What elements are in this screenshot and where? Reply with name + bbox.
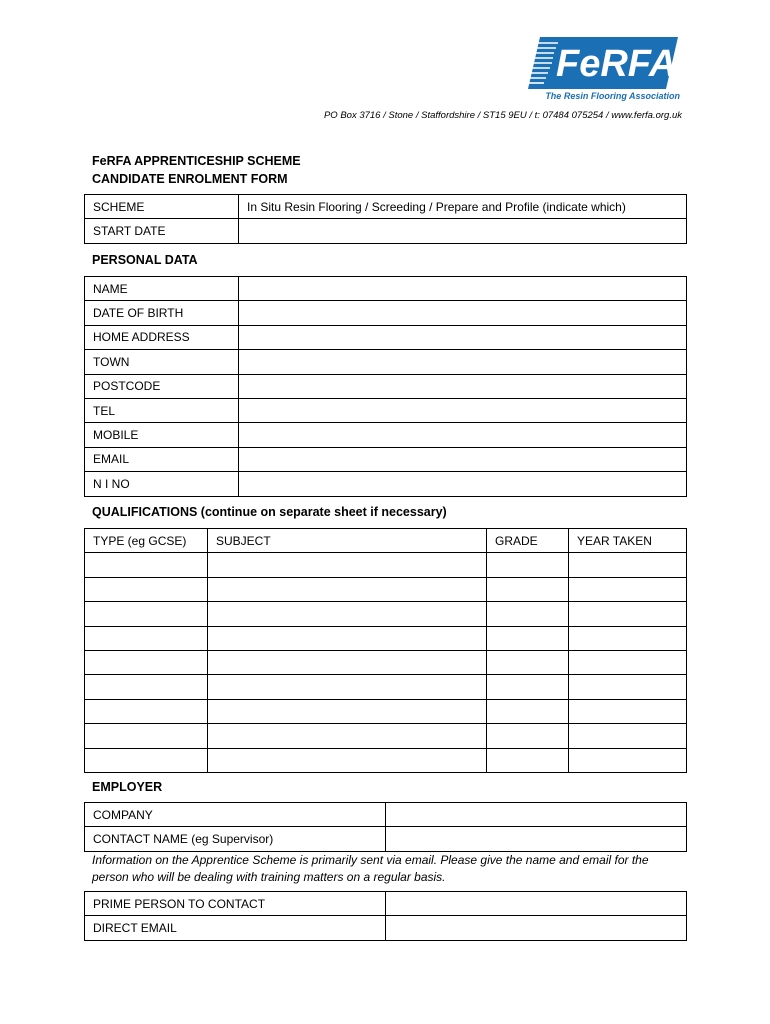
column-header-year: YEAR TAKEN [569, 529, 687, 553]
email-note: Information on the Apprentice Scheme is primarily sent via email. Please give the name and email for the person who will be dealing with training matters on a regular basis. [92, 853, 649, 884]
personal-data-table [84, 276, 687, 497]
year-cell[interactable] [569, 748, 687, 772]
table-row [85, 553, 687, 577]
qualifications-heading: QUALIFICATIONS (continue on separate sheet if necessary) [92, 505, 447, 519]
table-row [85, 675, 687, 699]
grade-cell[interactable] [487, 699, 569, 723]
type-cell[interactable] [85, 553, 208, 577]
column-header-type: TYPE (eg GCSE) [85, 529, 208, 553]
column-header-grade: GRADE [487, 529, 569, 553]
year-cell[interactable] [569, 577, 687, 601]
year-cell[interactable] [569, 626, 687, 650]
table-row [85, 472, 687, 496]
subject-cell[interactable] [208, 577, 487, 601]
table-row [85, 447, 687, 471]
table-row [85, 650, 687, 674]
tel-field[interactable] [239, 398, 687, 422]
type-cell[interactable] [85, 699, 208, 723]
table-row [85, 748, 687, 772]
subject-cell[interactable] [208, 650, 487, 674]
grade-cell[interactable] [487, 748, 569, 772]
name-field[interactable] [239, 277, 687, 301]
table-row [85, 374, 687, 398]
company-field[interactable] [386, 803, 687, 827]
town-field[interactable] [239, 350, 687, 374]
scheme-label: SCHEME [85, 195, 239, 219]
logo-tagline: The Resin Flooring Association [545, 91, 680, 101]
subject-cell[interactable] [208, 724, 487, 748]
field-label: TEL [85, 398, 239, 422]
year-cell[interactable] [569, 650, 687, 674]
year-cell[interactable] [569, 675, 687, 699]
grade-cell[interactable] [487, 577, 569, 601]
table-row [85, 325, 687, 349]
table-header-row [85, 529, 687, 553]
table-row [85, 916, 687, 940]
start-date-label: START DATE [85, 219, 239, 243]
subject-cell[interactable] [208, 675, 487, 699]
contact-name-field[interactable] [386, 827, 687, 851]
scheme-value[interactable]: In Situ Resin Flooring / Screeding / Prepare and Profile (indicate which) [239, 195, 687, 219]
start-date-field[interactable] [239, 219, 687, 243]
scheme-table [84, 194, 687, 244]
employer-heading: EMPLOYER [92, 780, 163, 794]
year-cell[interactable] [569, 699, 687, 723]
column-header-subject: SUBJECT [208, 529, 487, 553]
form-title-line2: CANDIDATE ENROLMENT FORM [92, 172, 288, 186]
home-address-field[interactable] [239, 325, 687, 349]
grade-cell[interactable] [487, 602, 569, 626]
type-cell[interactable] [85, 675, 208, 699]
prime-person-label: PRIME PERSON TO CONTACT [85, 892, 386, 916]
grade-cell[interactable] [487, 724, 569, 748]
table-row [85, 277, 687, 301]
contact-address: PO Box 3716 / Stone / Staffordshire / ST15 9EU / t: 07484 075254 / www.ferfa.org.uk [323, 110, 682, 121]
subject-cell[interactable] [208, 626, 487, 650]
subject-cell[interactable] [208, 602, 487, 626]
email-field[interactable] [239, 447, 687, 471]
mobile-field[interactable] [239, 423, 687, 447]
table-row [85, 892, 687, 916]
postcode-field[interactable] [239, 374, 687, 398]
table-row [85, 577, 687, 601]
field-label: MOBILE [85, 423, 239, 447]
field-label: POSTCODE [85, 374, 239, 398]
employer-table [84, 802, 687, 852]
table-row [85, 350, 687, 374]
table-row [85, 724, 687, 748]
field-label: TOWN [85, 350, 239, 374]
table-row [85, 827, 687, 851]
contact-table [84, 891, 687, 941]
type-cell[interactable] [85, 724, 208, 748]
table-row [85, 699, 687, 723]
type-cell[interactable] [85, 626, 208, 650]
date-of-birth-field[interactable] [239, 301, 687, 325]
table-row [85, 602, 687, 626]
grade-cell[interactable] [487, 650, 569, 674]
contact-name-label: CONTACT NAME (eg Supervisor) [85, 827, 386, 851]
type-cell[interactable] [85, 650, 208, 674]
year-cell[interactable] [569, 602, 687, 626]
type-cell[interactable] [85, 602, 208, 626]
logo-wordmark: FeRFA [556, 43, 677, 85]
subject-cell[interactable] [208, 553, 487, 577]
field-label: HOME ADDRESS [85, 325, 239, 349]
table-row [85, 398, 687, 422]
grade-cell[interactable] [487, 626, 569, 650]
subject-cell[interactable] [208, 748, 487, 772]
company-label: COMPANY [85, 803, 386, 827]
grade-cell[interactable] [487, 675, 569, 699]
form-title-line1: FeRFA APPRENTICESHIP SCHEME [92, 154, 301, 168]
field-label: EMAIL [85, 447, 239, 471]
type-cell[interactable] [85, 748, 208, 772]
type-cell[interactable] [85, 577, 208, 601]
table-row [85, 803, 687, 827]
table-row [85, 423, 687, 447]
ni-number-field[interactable] [239, 472, 687, 496]
qualifications-table [84, 528, 687, 773]
year-cell[interactable] [569, 724, 687, 748]
grade-cell[interactable] [487, 553, 569, 577]
prime-person-field[interactable] [386, 892, 687, 916]
field-label: N I NO [85, 472, 239, 496]
table-row [85, 626, 687, 650]
field-label: DATE OF BIRTH [85, 301, 239, 325]
direct-email-field[interactable] [386, 916, 687, 940]
personal-data-heading: PERSONAL DATA [92, 253, 198, 267]
table-row [85, 301, 687, 325]
table-row [85, 195, 687, 219]
subject-cell[interactable] [208, 699, 487, 723]
field-label: NAME [85, 277, 239, 301]
year-cell[interactable] [569, 553, 687, 577]
direct-email-label: DIRECT EMAIL [85, 916, 386, 940]
table-row [85, 219, 687, 243]
